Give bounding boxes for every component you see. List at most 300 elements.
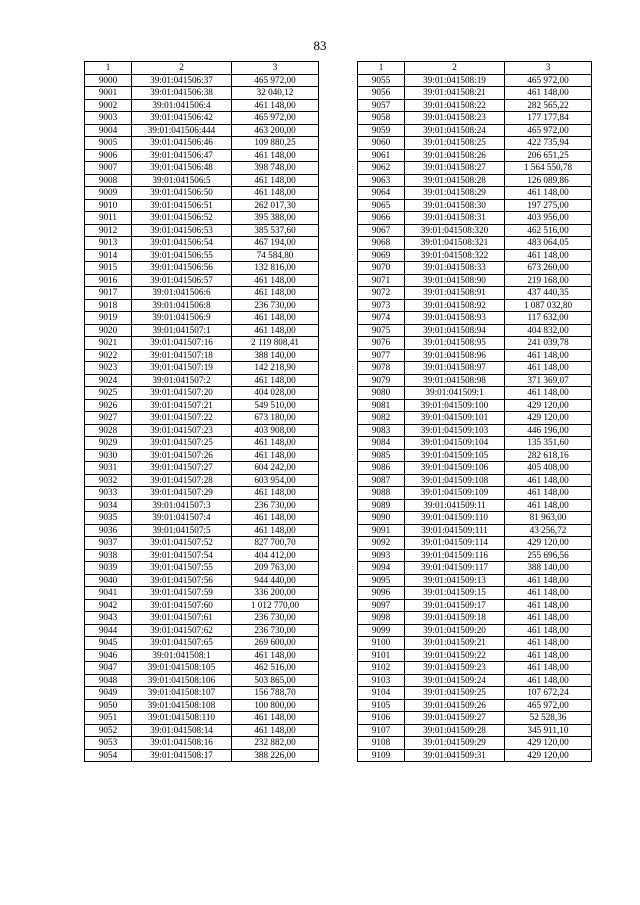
row-number-cell: 9064 [358, 187, 405, 200]
table-row [358, 512, 592, 525]
table-row [85, 362, 319, 375]
cadastral-number-cell: 39:01:041509:116 [405, 549, 505, 562]
row-number-cell: 9074 [358, 312, 405, 325]
cadastral-number-cell: 39:01:041509:28 [405, 724, 505, 737]
row-number-cell: 9028 [85, 424, 132, 437]
cadastral-number-cell: 39:01:041509:18 [405, 612, 505, 625]
cadastral-number-cell: 39:01:041508:33 [405, 262, 505, 275]
table-row [85, 249, 319, 262]
cadastral-number-cell: 39:01:041509:13 [405, 574, 505, 587]
row-number-cell: 9061 [358, 149, 405, 162]
row-number-cell: 9012 [85, 224, 132, 237]
row-number-cell: 9022 [85, 349, 132, 362]
row-number-cell: 9017 [85, 287, 132, 300]
value-cell: 461 148,00 [232, 287, 319, 300]
value-cell: 117 632,00 [505, 312, 592, 325]
value-cell: 461 148,00 [505, 349, 592, 362]
row-number-cell: 9055 [358, 74, 405, 87]
value-cell: 465 972,00 [505, 699, 592, 712]
table-row [85, 512, 319, 525]
cadastral-number-cell: 39:01:041506:54 [132, 237, 232, 250]
table-row [358, 462, 592, 475]
table-row [358, 499, 592, 512]
cadastral-number-cell: 39:01:041507:5 [132, 524, 232, 537]
cadastral-number-cell: 39:01:041508:27 [405, 162, 505, 175]
cadastral-number-cell: 39:01:041507:59 [132, 587, 232, 600]
table-row [85, 674, 319, 687]
cadastral-number-cell: 39:01:041508:91 [405, 287, 505, 300]
value-cell: 1 564 550,78 [505, 162, 592, 175]
value-cell: 156 788,70 [232, 687, 319, 700]
value-cell: 461 148,00 [505, 662, 592, 675]
table-row [358, 612, 592, 625]
table-row [85, 287, 319, 300]
table-row [358, 412, 592, 425]
value-cell: 461 148,00 [505, 249, 592, 262]
cadastral-number-cell: 39:01:041507:55 [132, 562, 232, 575]
table-row [358, 649, 592, 662]
value-cell: 461 148,00 [505, 387, 592, 400]
row-number-cell: 9093 [358, 549, 405, 562]
cadastral-number-cell: 39:01:041507:54 [132, 549, 232, 562]
cadastral-number-cell: 39:01:041507:27 [132, 462, 232, 475]
row-number-cell: 9096 [358, 587, 405, 600]
value-cell: 2 119 808,41 [232, 337, 319, 350]
cadastral-number-cell: 39:01:041508:28 [405, 174, 505, 187]
row-number-cell: 9081 [358, 399, 405, 412]
table-row [85, 124, 319, 137]
table-row [358, 487, 592, 500]
value-cell: 461 148,00 [232, 274, 319, 287]
cadastral-number-cell: 39:01:041508:21 [405, 87, 505, 100]
left-table-body [85, 74, 319, 762]
table-row [85, 212, 319, 225]
value-cell: 142 218,90 [232, 362, 319, 375]
table-row [85, 199, 319, 212]
table-row [85, 174, 319, 187]
value-cell: 404 412,00 [232, 549, 319, 562]
value-cell: 236 730,00 [232, 299, 319, 312]
table-row [358, 687, 592, 700]
cadastral-number-cell: 39:01:041506:56 [132, 262, 232, 275]
cadastral-number-cell: 39:01:041508:322 [405, 249, 505, 262]
value-cell: 109 880,25 [232, 137, 319, 150]
table-row [85, 349, 319, 362]
table-row [85, 324, 319, 337]
row-number-cell: 9015 [85, 262, 132, 275]
row-number-cell: 9068 [358, 237, 405, 250]
cadastral-number-cell: 39:01:041507:1 [132, 324, 232, 337]
value-cell: 603 954,00 [232, 474, 319, 487]
table-row [358, 149, 592, 162]
table-row [358, 474, 592, 487]
row-number-cell: 9035 [85, 512, 132, 525]
table-row [358, 574, 592, 587]
row-number-cell: 9094 [358, 562, 405, 575]
value-cell: 395 388,00 [232, 212, 319, 225]
row-number-cell: 9014 [85, 249, 132, 262]
table-row [85, 562, 319, 575]
value-cell: 398 748,00 [232, 162, 319, 175]
cadastral-number-cell: 39:01:041509:17 [405, 599, 505, 612]
row-number-cell: 9005 [85, 137, 132, 150]
value-cell: 236 730,00 [232, 624, 319, 637]
table-row [358, 524, 592, 537]
cadastral-number-cell: 39:01:041508:22 [405, 99, 505, 112]
row-number-cell: 9047 [85, 662, 132, 675]
cadastral-number-cell: 39:01:041508:17 [132, 749, 232, 762]
row-number-cell: 9000 [85, 74, 132, 87]
value-cell: 461 148,00 [232, 99, 319, 112]
row-number-cell: 9086 [358, 462, 405, 475]
row-number-cell: 9067 [358, 224, 405, 237]
row-number-cell: 9033 [85, 487, 132, 500]
value-cell: 177 177,84 [505, 112, 592, 125]
value-cell: 388 226,00 [232, 749, 319, 762]
table-row [358, 287, 592, 300]
cadastral-number-cell: 39:01:041509:29 [405, 737, 505, 750]
table-row [358, 174, 592, 187]
value-cell: 461 148,00 [505, 87, 592, 100]
value-cell: 429 120,00 [505, 399, 592, 412]
cadastral-number-cell: 39:01:041509:110 [405, 512, 505, 525]
value-cell: 461 148,00 [505, 499, 592, 512]
table-row [358, 749, 592, 762]
cadastral-number-cell: 39:01:041509:106 [405, 462, 505, 475]
cadastral-number-cell: 39:01:041508:321 [405, 237, 505, 250]
table-row [358, 237, 592, 250]
table-row [85, 337, 319, 350]
cadastral-number-cell: 39:01:041508:23 [405, 112, 505, 125]
row-number-cell: 9069 [358, 249, 405, 262]
value-cell: 604 242,00 [232, 462, 319, 475]
value-cell: 461 148,00 [232, 512, 319, 525]
row-number-cell: 9025 [85, 387, 132, 400]
value-cell: 388 140,00 [505, 562, 592, 575]
table-row [85, 299, 319, 312]
table-row [85, 99, 319, 112]
cadastral-number-cell: 39:01:041506:4 [132, 99, 232, 112]
cadastral-number-cell: 39:01:041508:97 [405, 362, 505, 375]
value-cell: 429 120,00 [505, 412, 592, 425]
table-row [358, 349, 592, 362]
cadastral-number-cell: 39:01:041509:11 [405, 499, 505, 512]
table-row [358, 249, 592, 262]
row-number-cell: 9009 [85, 187, 132, 200]
cadastral-number-cell: 39:01:041508:31 [405, 212, 505, 225]
cadastral-number-cell: 39:01:041508:16 [132, 737, 232, 750]
row-number-cell: 9073 [358, 299, 405, 312]
cadastral-number-cell: 39:01:041506:50 [132, 187, 232, 200]
cadastral-number-cell: 39:01:041507:3 [132, 499, 232, 512]
row-number-cell: 9032 [85, 474, 132, 487]
table-row [85, 587, 319, 600]
cadastral-number-cell: 39:01:041508:108 [132, 699, 232, 712]
value-cell: 429 120,00 [505, 749, 592, 762]
cadastral-number-cell: 39:01:041508:94 [405, 324, 505, 337]
table-row [358, 562, 592, 575]
cadastral-number-cell: 39:01:041509:109 [405, 487, 505, 500]
value-cell: 206 651,25 [505, 149, 592, 162]
row-number-cell: 9040 [85, 574, 132, 587]
cadastral-number-cell: 39:01:041508:110 [132, 712, 232, 725]
table-row [85, 662, 319, 675]
cadastral-number-cell: 39:01:041508:25 [405, 137, 505, 150]
table-row [85, 624, 319, 637]
cadastral-number-cell: 39:01:041509:1 [405, 387, 505, 400]
table-row [85, 699, 319, 712]
row-number-cell: 9070 [358, 262, 405, 275]
row-number-cell: 9043 [85, 612, 132, 625]
row-number-cell: 9102 [358, 662, 405, 675]
column-header-3: 3 [505, 62, 592, 75]
row-number-cell: 9103 [358, 674, 405, 687]
table-row [85, 649, 319, 662]
table-row [358, 212, 592, 225]
cadastral-number-cell: 39:01:041508:26 [405, 149, 505, 162]
cadastral-number-cell: 39:01:041509:20 [405, 624, 505, 637]
table-row [85, 74, 319, 87]
row-number-cell: 9058 [358, 112, 405, 125]
table-row [85, 137, 319, 150]
value-cell: 465 972,00 [232, 74, 319, 87]
row-number-cell: 9098 [358, 612, 405, 625]
value-cell: 404 832,00 [505, 324, 592, 337]
value-cell: 236 730,00 [232, 499, 319, 512]
table-header-row [358, 62, 592, 75]
row-number-cell: 9057 [358, 99, 405, 112]
row-number-cell: 9045 [85, 637, 132, 650]
table-row [85, 612, 319, 625]
value-cell: 461 148,00 [505, 574, 592, 587]
value-cell: 463 200,00 [232, 124, 319, 137]
row-number-cell: 9044 [85, 624, 132, 637]
row-number-cell: 9024 [85, 374, 132, 387]
value-cell: 461 148,00 [505, 674, 592, 687]
cadastral-number-cell: 39:01:041507:19 [132, 362, 232, 375]
table-row [358, 74, 592, 87]
table-row [85, 599, 319, 612]
row-number-cell: 9027 [85, 412, 132, 425]
row-number-cell: 9090 [358, 512, 405, 525]
cadastral-number-cell: 39:01:041506:6 [132, 287, 232, 300]
value-cell: 461 148,00 [232, 187, 319, 200]
value-cell: 32 040,12 [232, 87, 319, 100]
cadastral-number-cell: 39:01:041506:48 [132, 162, 232, 175]
row-number-cell: 9085 [358, 449, 405, 462]
value-cell: 461 148,00 [505, 362, 592, 375]
table-row [85, 462, 319, 475]
row-number-cell: 9011 [85, 212, 132, 225]
value-cell: 429 120,00 [505, 737, 592, 750]
cadastral-number-cell: 39:01:041509:23 [405, 662, 505, 675]
value-cell: 43 256,72 [505, 524, 592, 537]
row-number-cell: 9002 [85, 99, 132, 112]
table-row [358, 274, 592, 287]
table-row [85, 474, 319, 487]
row-number-cell: 9062 [358, 162, 405, 175]
row-number-cell: 9065 [358, 199, 405, 212]
value-cell: 944 440,00 [232, 574, 319, 587]
table-row [358, 337, 592, 350]
column-header-2: 2 [132, 62, 232, 75]
row-number-cell: 9079 [358, 374, 405, 387]
value-cell: 465 972,00 [505, 124, 592, 137]
table-row [85, 712, 319, 725]
cadastral-number-cell: 39:01:041506:57 [132, 274, 232, 287]
value-cell: 232 882,00 [232, 737, 319, 750]
value-cell: 461 148,00 [505, 474, 592, 487]
value-cell: 462 516,00 [232, 662, 319, 675]
cadastral-number-cell: 39:01:041506:8 [132, 299, 232, 312]
cadastral-number-cell: 39:01:041507:23 [132, 424, 232, 437]
table-row [85, 537, 319, 550]
value-cell: 827 700,70 [232, 537, 319, 550]
table-row [358, 437, 592, 450]
row-number-cell: 9030 [85, 449, 132, 462]
table-row [85, 312, 319, 325]
value-cell: 465 972,00 [232, 112, 319, 125]
row-number-cell: 9038 [85, 549, 132, 562]
table-row [358, 387, 592, 400]
table-row [85, 637, 319, 650]
table-row [358, 187, 592, 200]
cadastral-number-cell: 39:01:041509:111 [405, 524, 505, 537]
row-number-cell: 9026 [85, 399, 132, 412]
cadastral-number-cell: 39:01:041509:105 [405, 449, 505, 462]
cadastral-number-cell: 39:01:041509:27 [405, 712, 505, 725]
value-cell: 461 148,00 [232, 487, 319, 500]
row-number-cell: 9029 [85, 437, 132, 450]
cadastral-number-cell: 39:01:041508:30 [405, 199, 505, 212]
row-number-cell: 9107 [358, 724, 405, 737]
table-row [85, 549, 319, 562]
value-cell: 446 196,00 [505, 424, 592, 437]
column-header-2: 2 [405, 62, 505, 75]
cadastral-number-cell: 39:01:041507:62 [132, 624, 232, 637]
value-cell: 385 537,60 [232, 224, 319, 237]
cadastral-number-cell: 39:01:041507:52 [132, 537, 232, 550]
table-row [85, 499, 319, 512]
table-row [358, 362, 592, 375]
row-number-cell: 9071 [358, 274, 405, 287]
table-row [358, 112, 592, 125]
row-number-cell: 9004 [85, 124, 132, 137]
value-cell: 135 351,60 [505, 437, 592, 450]
row-number-cell: 9020 [85, 324, 132, 337]
table-row [358, 424, 592, 437]
table-row [358, 599, 592, 612]
cadastral-number-cell: 39:01:041508:19 [405, 74, 505, 87]
right-data-table [357, 61, 592, 762]
table-row [358, 587, 592, 600]
value-cell: 461 148,00 [505, 599, 592, 612]
cadastral-number-cell: 39:01:041506:38 [132, 87, 232, 100]
table-row [358, 224, 592, 237]
value-cell: 461 148,00 [505, 187, 592, 200]
table-row [85, 224, 319, 237]
cadastral-number-cell: 39:01:041507:28 [132, 474, 232, 487]
table-row [358, 99, 592, 112]
value-cell: 219 168,00 [505, 274, 592, 287]
row-number-cell: 9077 [358, 349, 405, 362]
cadastral-number-cell: 39:01:041506:52 [132, 212, 232, 225]
value-cell: 461 148,00 [505, 637, 592, 650]
value-cell: 461 148,00 [232, 724, 319, 737]
cadastral-number-cell: 39:01:041508:90 [405, 274, 505, 287]
row-number-cell: 9084 [358, 437, 405, 450]
table-row [358, 299, 592, 312]
value-cell: 1 087 032,80 [505, 299, 592, 312]
value-cell: 461 148,00 [232, 712, 319, 725]
cadastral-number-cell: 39:01:041507:29 [132, 487, 232, 500]
row-number-cell: 9050 [85, 699, 132, 712]
row-number-cell: 9088 [358, 487, 405, 500]
value-cell: 461 148,00 [232, 437, 319, 450]
row-number-cell: 9087 [358, 474, 405, 487]
cadastral-number-cell: 39:01:041509:31 [405, 749, 505, 762]
table-header-row [85, 62, 319, 75]
value-cell: 336 200,00 [232, 587, 319, 600]
value-cell: 269 600,00 [232, 637, 319, 650]
value-cell: 549 510,00 [232, 399, 319, 412]
cadastral-number-cell: 39:01:041508:29 [405, 187, 505, 200]
value-cell: 483 064,05 [505, 237, 592, 250]
value-cell: 461 148,00 [232, 312, 319, 325]
row-number-cell: 9046 [85, 649, 132, 662]
row-number-cell: 9092 [358, 537, 405, 550]
table-row [358, 199, 592, 212]
value-cell: 465 972,00 [505, 74, 592, 87]
table-row [358, 137, 592, 150]
table-row [358, 724, 592, 737]
table-row [85, 687, 319, 700]
value-cell: 461 148,00 [232, 374, 319, 387]
table-row [85, 162, 319, 175]
value-cell: 461 148,00 [505, 649, 592, 662]
column-header-1: 1 [85, 62, 132, 75]
row-number-cell: 9016 [85, 274, 132, 287]
value-cell: 461 148,00 [232, 649, 319, 662]
cadastral-number-cell: 39:01:041508:107 [132, 687, 232, 700]
row-number-cell: 9056 [358, 87, 405, 100]
row-number-cell: 9059 [358, 124, 405, 137]
value-cell: 461 148,00 [505, 587, 592, 600]
value-cell: 503 865,00 [232, 674, 319, 687]
row-number-cell: 9034 [85, 499, 132, 512]
table-row [85, 487, 319, 500]
cadastral-number-cell: 39:01:041507:16 [132, 337, 232, 350]
cadastral-number-cell: 39:01:041507:22 [132, 412, 232, 425]
value-cell: 345 911,10 [505, 724, 592, 737]
cadastral-number-cell: 39:01:041509:21 [405, 637, 505, 650]
cadastral-number-cell: 39:01:041509:114 [405, 537, 505, 550]
value-cell: 461 148,00 [232, 149, 319, 162]
row-number-cell: 9095 [358, 574, 405, 587]
value-cell: 404 028,00 [232, 387, 319, 400]
table-row [85, 449, 319, 462]
value-cell: 371 369,07 [505, 374, 592, 387]
cadastral-number-cell: 39:01:041507:65 [132, 637, 232, 650]
cadastral-number-cell: 39:01:041508:14 [132, 724, 232, 737]
value-cell: 262 017,30 [232, 199, 319, 212]
row-number-cell: 9052 [85, 724, 132, 737]
right-table-body [358, 74, 592, 762]
cadastral-number-cell: 39:01:041509:104 [405, 437, 505, 450]
table-row [85, 387, 319, 400]
table-row [358, 549, 592, 562]
table-row [358, 262, 592, 275]
